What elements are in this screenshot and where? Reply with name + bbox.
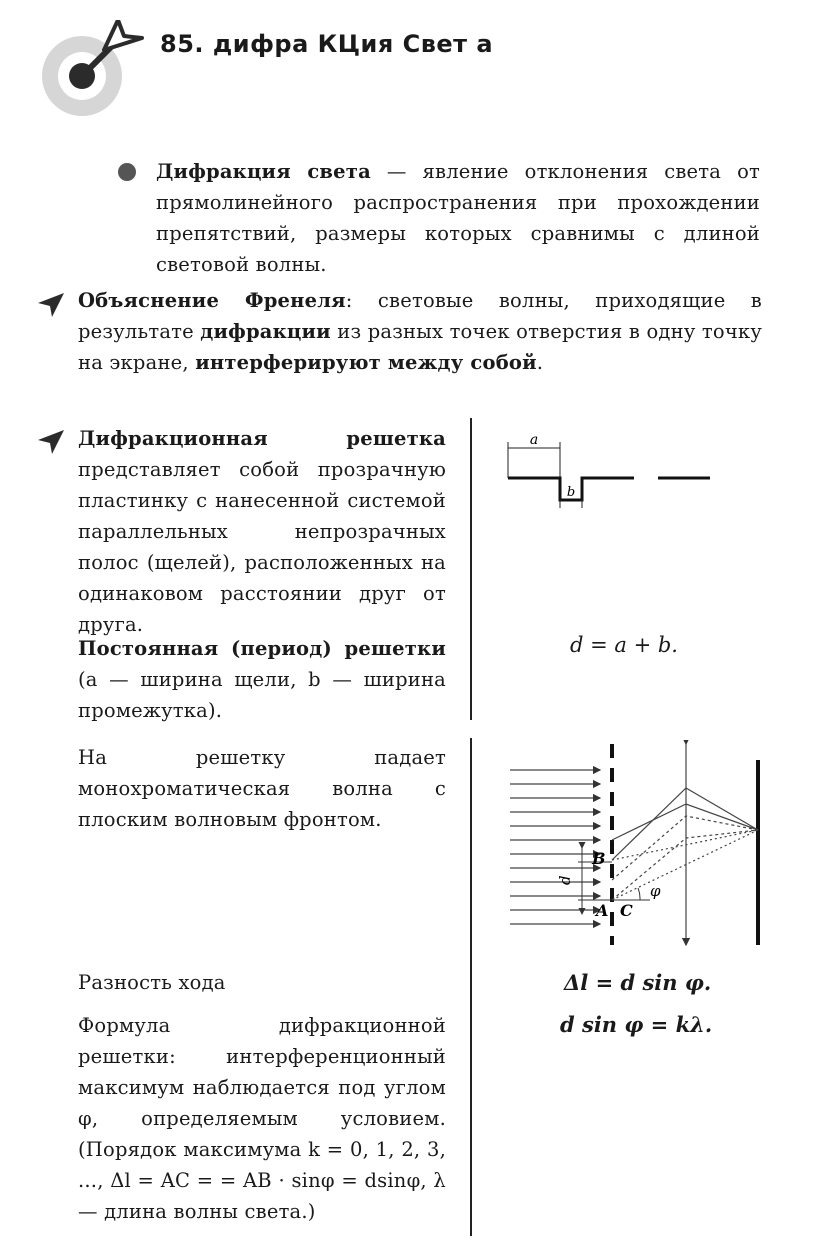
incident-wave-paragraph xyxy=(78,742,446,835)
column-divider xyxy=(470,418,472,720)
grating-term: Дифракционная решетка xyxy=(78,427,446,450)
label-B: B xyxy=(592,849,606,868)
label-d: d xyxy=(556,875,574,885)
label-A: A xyxy=(596,901,609,920)
label-b: b xyxy=(566,485,576,500)
fresnel-term: Объяснение Френеля xyxy=(78,289,346,312)
definition-term: Дифракция света xyxy=(156,160,371,183)
definition-paragraph xyxy=(156,156,760,280)
fresnel-text-3: . xyxy=(536,351,544,374)
bullet-dot-icon xyxy=(118,163,136,181)
grating-formula-text: интерференционный максимум наблюдается под углом φ, определяемым условием. (Порядок максимума k = 0, 1, 2, 3, ..., Δl = AC = = AB · sinφ = dsinφ, λ — длина волны света.) xyxy=(78,1045,446,1223)
definition-text: — явление отклонения света от прямолинейного распространения при прохождении препятствий, размеры которых сравнимы с длиной световой волны. xyxy=(156,160,760,276)
diffraction-diagram xyxy=(500,740,780,950)
pointer-arrow-icon xyxy=(38,293,66,317)
period-text: (a — ширина щели, b — ширина промежутка). xyxy=(78,668,446,722)
section-title: 85. дифра КЦия Свет а xyxy=(160,30,494,58)
incident-wave-text: На решетку падает монохроматическая волна с плоским волновым фронтом. xyxy=(78,746,446,831)
fresnel-paragraph xyxy=(78,285,762,378)
period-paragraph xyxy=(78,633,446,726)
fresnel-bold-1: дифракции xyxy=(200,320,331,343)
section-logo-icon xyxy=(38,20,148,120)
column-divider xyxy=(470,738,472,1236)
fresnel-bold-2: интерферируют между собой xyxy=(195,351,537,374)
grating-condition-formula: d sin φ = kλ. xyxy=(560,1012,713,1037)
label-a: a xyxy=(529,432,539,448)
period-formula: d = a + b. xyxy=(570,633,678,657)
period-term: Постоянная (период) решетки xyxy=(78,637,446,660)
label-C: C xyxy=(620,901,633,920)
grating-text: представляет собой прозрачную пластинку с нанесенной системой параллельных непрозрачных полос (щелей), расположенных на одинаковом расстоянии друг от друга. xyxy=(78,458,446,636)
fresnel-text-1: : световые волны, приходящие в результате xyxy=(78,289,762,343)
path-difference-label: Разность хода xyxy=(78,971,226,994)
path-difference-formula: Δl = d sin φ. xyxy=(564,970,712,995)
grating-formula-term: Формула дифракционной решетки: xyxy=(78,1014,446,1068)
label-phi: φ xyxy=(650,882,661,900)
pointer-arrow-icon xyxy=(38,430,66,454)
grating-paragraph xyxy=(78,423,446,640)
grating-formula-paragraph xyxy=(78,1010,446,1227)
grating-profile-diagram xyxy=(500,428,720,518)
fresnel-text-2: из разных точек отверстия в одну точку на экране, xyxy=(78,320,762,374)
